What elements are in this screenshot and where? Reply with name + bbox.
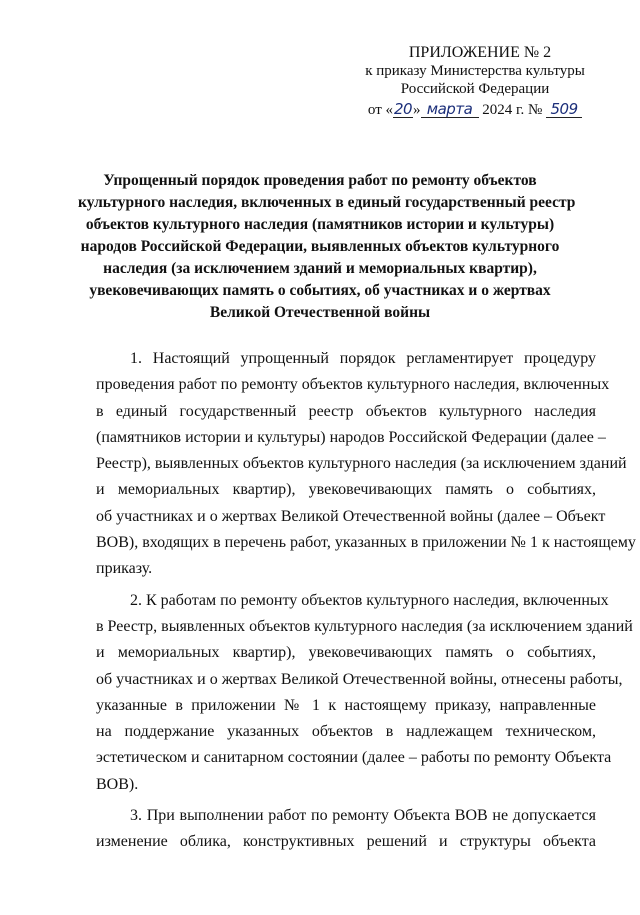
annex-header	[350, 44, 600, 119]
paragraph-line: об участниках и о жертвах Великой Отечественной войны, отнесены работы,	[96, 670, 623, 688]
paragraph-3	[96, 803, 596, 856]
paragraph-line: в Реестр, выявленных объектов культурного наследия (за исключением зданий	[96, 617, 633, 635]
paragraph-line: (памятников истории и культуры) народов Российской Федерации (далее –	[96, 428, 606, 446]
paragraph-line: приказу.	[96, 560, 153, 578]
paragraph-line: Реестр), выявленных объектов культурного наследия (за исключением зданий	[96, 455, 627, 473]
handwritten-month: марта	[421, 102, 479, 118]
paragraph-line: ВОВ).	[96, 775, 139, 793]
document-title	[78, 170, 576, 324]
paragraph-line: ВОВ), входящих в перечень работ, указанных в приложении № 1 к настоящему	[96, 534, 636, 552]
title-line: народов Российской Федерации, выявленных объектов культурного	[80, 238, 560, 255]
document-body	[96, 346, 636, 856]
title-line: наследия (за исключением зданий и мемориальных квартир),	[103, 260, 537, 277]
paragraph-line: 2. К работам по ремонту объектов культурного наследия, включенных	[130, 591, 609, 609]
annex-title: ПРИЛОЖЕНИЕ № 2	[408, 44, 552, 61]
paragraph-line: изменение облика, конструктивных решений и структуры объекта	[96, 833, 596, 851]
title-line: культурного наследия, включенных в единый государственный реестр	[78, 194, 576, 211]
paragraph-line: указанные в приложении № 1 к настоящему приказу, направленные	[96, 696, 596, 714]
paragraph-1	[96, 346, 636, 583]
paragraph-line: на поддержание указанных объектов в надлежащем техническом,	[96, 723, 596, 741]
paragraph-line: об участниках и о жертвах Великой Отечественной войны (далее – Объект	[96, 507, 606, 525]
title-line: Упрощенный порядок проведения работ по ремонту объектов	[103, 172, 537, 189]
annex-federation-line: Российской Федерации	[400, 81, 550, 97]
handwritten-day: 20	[393, 100, 413, 118]
paragraph-2	[96, 588, 633, 798]
paragraph-line: проведения работ по ремонту объектов культурного наследия, включенных	[96, 376, 610, 394]
paragraph-line: в единый государственный реестр объектов культурного наследия	[96, 402, 596, 420]
paragraph-line: 1. Настоящий упрощенный порядок регламентирует процедуру	[130, 350, 596, 367]
annex-date-line	[350, 101, 600, 119]
date-quote-close: »	[413, 102, 421, 118]
paragraph-line: эстетическом и санитарном состоянии (далее – работы по ремонту Объекта	[96, 749, 612, 767]
paragraph-line: и мемориальных квартир), увековечивающих память о событиях,	[96, 481, 596, 499]
paragraph-line: и мемориальных квартир), увековечивающих память о событиях,	[96, 644, 596, 662]
date-year-text: 2024 г. №	[482, 102, 543, 118]
annex-order-line: к приказу Министерства культуры	[365, 63, 585, 79]
paragraph-line: 3. При выполнении работ по ремонту Объекта ВОВ не допускается	[130, 807, 596, 825]
title-line: увековечивающих память о событиях, об участниках и о жертвах	[89, 282, 551, 299]
title-line: Великой Отечественной войны	[209, 304, 431, 321]
date-prefix: от «	[367, 102, 394, 118]
handwritten-order-number: 509	[546, 102, 582, 118]
title-line: объектов культурного наследия (памятников истории и культуры)	[85, 216, 555, 233]
